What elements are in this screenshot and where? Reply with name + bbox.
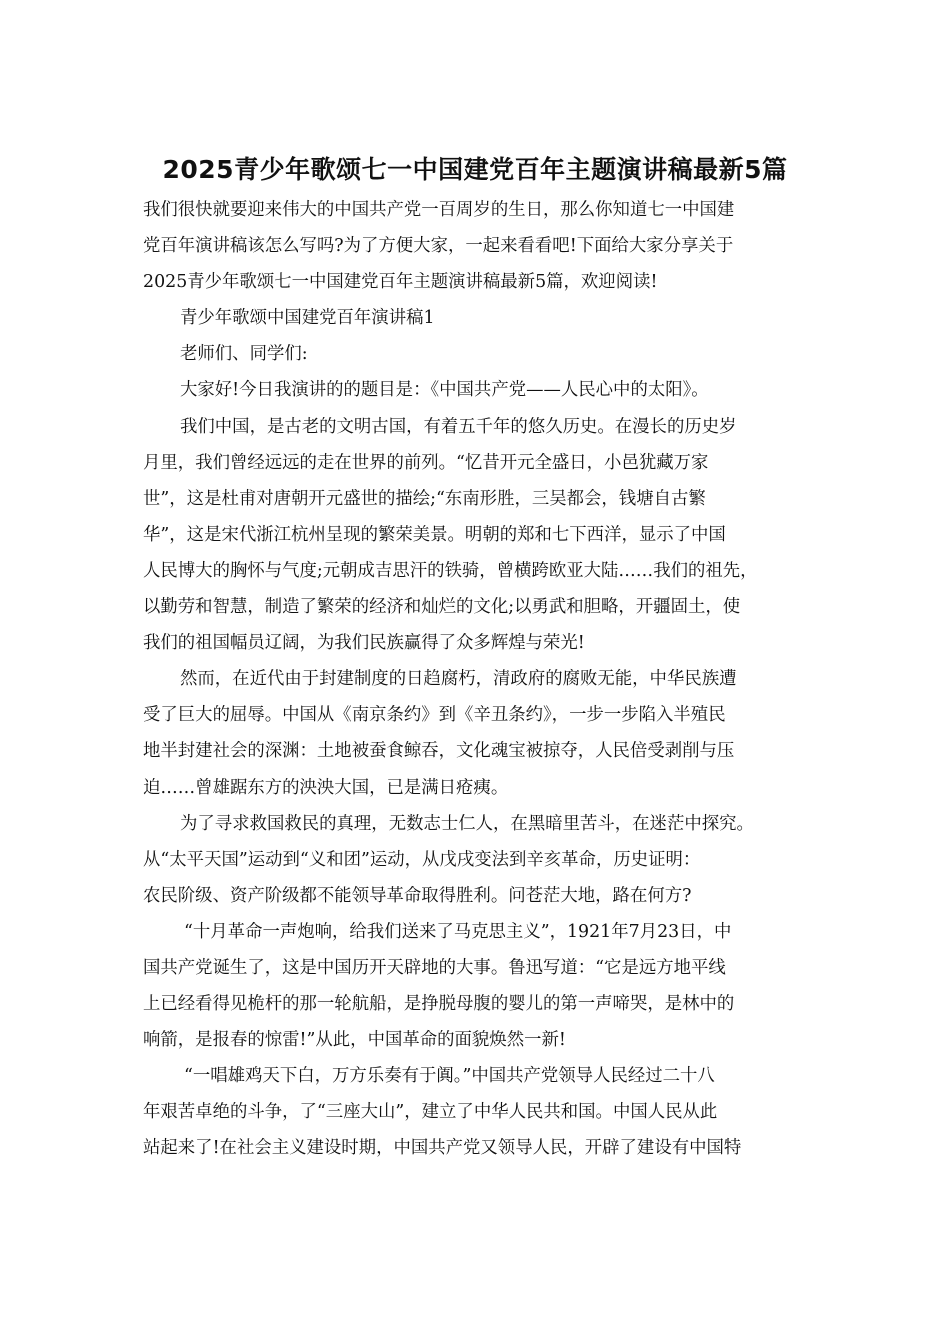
- document-title: 2025青少年歌颂七一中国建党百年主题演讲稿最新5篇: [162, 155, 788, 184]
- text-line: 老师们、同学们:: [180, 344, 308, 365]
- text-line: 青少年歌颂中国建党百年演讲稿1: [180, 308, 435, 329]
- text-line: 月里，我们曾经远远的走在世界的前列。“忆昔开元全盛日，小邑犹藏万家: [143, 452, 709, 473]
- text-line: 世”，这是杜甫对唐朝开元盛世的描绘;“东南形胜，三吴都会，钱塘自古繁: [143, 488, 706, 509]
- text-line: 华”，这是宋代浙江杭州呈现的繁荣美景。明朝的郑和七下西洋，显示了中国: [143, 524, 726, 545]
- text-line: 上已经看得见桅杆的那一轮航船，是挣脱母腹的婴儿的第一声啼哭，是林中的: [143, 994, 735, 1015]
- text-line: 受了巨大的屈辱。中国从《南京条约》到《辛丑条约》，一步一步陷入半殖民: [143, 705, 726, 726]
- text-line: 站起来了!在社会主义建设时期，中国共产党又领导人民，开辟了建设有中国特: [143, 1138, 742, 1159]
- text-line: 响箭，是报春的惊雷!”从此，中国革命的面貌焕然一新!: [143, 1030, 566, 1051]
- text-line: 党百年演讲稿该怎么写吗?为了方便大家，一起来看看吧!下面给大家分享关于: [143, 236, 734, 257]
- text-line: “十月革命一声炮响，给我们送来了马克思主义”，1921年7月23日，中: [184, 921, 732, 942]
- text-line: 地半封建社会的深渊：土地被蚕食鲸吞，文化魂宝被掠夺，人民倍受剥削与压: [143, 741, 735, 762]
- text-line: 人民博大的胸怀与气度;元朝成吉思汗的铁骑，曾横跨欧亚大陆……我们的祖先，: [143, 560, 758, 581]
- text-line: 农民阶级、资产阶级都不能领导革命取得胜利。问苍茫大地，路在何方?: [143, 885, 692, 906]
- text-line: 我们很快就要迎来伟大的中国共产党一百周岁的生日，那么你知道七一中国建: [143, 200, 735, 220]
- text-line: 我们的祖国幅员辽阔，为我们民族赢得了众多辉煌与荣光!: [143, 633, 585, 654]
- text-line: 以勤劳和智慧，制造了繁荣的经济和灿烂的文化;以勇武和胆略，开疆固土，使: [143, 597, 741, 618]
- text-line: 2025青少年歌颂七一中国建党百年主题演讲稿最新5篇，欢迎阅读!: [143, 272, 658, 293]
- text-line: 年艰苦卓绝的斗争，了“三座大山”，建立了中华人民共和国。中国人民从此: [143, 1102, 718, 1123]
- text-line: 然而，在近代由于封建制度的日趋腐朽，清政府的腐败无能，中华民族遭: [180, 669, 737, 690]
- text-line: 为了寻求救国救民的真理，无数志士仁人，在黑暗里苦斗，在迷茫中探究。: [180, 813, 754, 834]
- text-line: 我们中国，是古老的文明古国，有着五千年的悠久历史。在漫长的历史岁: [180, 416, 737, 437]
- text-line: 迫……曾雄踞东方的泱泱大国，已是满日疮痍。: [143, 777, 509, 798]
- text-line: 从“太平天国”运动到“义和团”运动，从戊戌变法到辛亥革命，历史证明：: [143, 849, 701, 870]
- text-line: 国共产党诞生了，这是中国历开天辟地的大事。鲁迅写道：“它是远方地平线: [143, 957, 726, 978]
- text-line: 大家好!今日我演讲的的题目是：《中国共产党——人民心中的太阳》。: [180, 380, 709, 401]
- document-body: [143, 192, 811, 1167]
- text-line: “一唱雄鸡天下白，万方乐奏有于阗。”中国共产党领导人民经过二十八: [184, 1066, 715, 1087]
